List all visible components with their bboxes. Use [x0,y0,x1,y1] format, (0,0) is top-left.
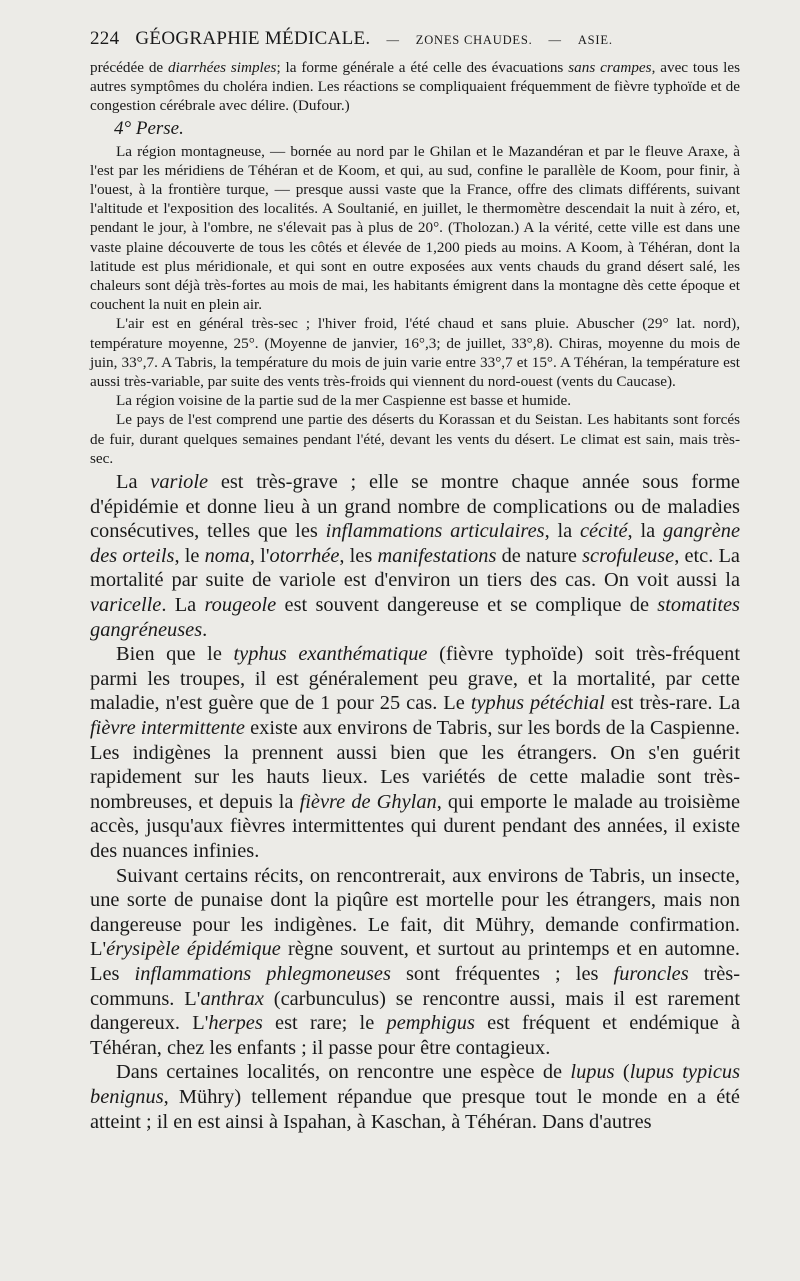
intro-paragraph: précédée de diarrhées simples; la forme générale a été celle des évacuations sans crampes, avec tous les autres symptômes du choléra indien. Les réactions se compliquaient fréquemment de fièvre typhoïde et de congestion cérébrale avec délire. (Dufour.) [90,59,740,115]
climate-paragraph: Le pays de l'est comprend une partie des déserts du Korassan et du Seistan. Les habitants sont forcés de fuir, durant quelques semaines pendant l'été, devant les vents du désert. Le climat est sain, mais très-sec. [90,411,740,467]
lupus-paragraph: Dans certaines localités, on rencontre une espèce de lupus (lupus typicus benignus, Mühry) tellement répandue que presque tout le monde en a été atteint ; il en est ainsi à Ispahan, à Kaschan, à Téhéran. Dans d'autres [90,1061,741,1133]
insecte-paragraph: Suivant certains récits, on rencontrerait, aux environs de Tabris, un insecte, une sorte de punaise dont la piqûre est mortelle pour les étrangers, mais non dangereuse pour les indigènes. Le fait, dit Mühry, demande confirmation. L'érysipèle épidémique règne souvent, et surtout au printemps et en automne. Les inflammations phlegmoneuses sont fréquentes ; les furoncles très-communs. L'anthrax (carbunculus) se rencontre aussi, mais il est rarement dangereux. L'herpes est rare; le pemphigus est fréquent et endémique à Téhéran, chez les enfants ; il passe pour être contagieux. [90,864,741,1059]
page-number: 224 [90,28,120,49]
section-heading: 4° Perse. [114,117,184,139]
climate-paragraph: L'air est en général très-sec ; l'hiver froid, l'été chaud et sans pluie. Abuscher (29° lat. nord), température moyenne, 25°. (Moyenne de janvier, 16°,3; de juillet, 33°,8). Chiras, moyenne du mois de juin, 33°,7. A Tabris, la température du mois de juin varie entre 33°,7 et 15°. A Téhéran, la température est aussi très-variable, par suite des vents très-froids qui viennent du nord-ouest (vents du Caucase). [90,315,740,391]
variole-paragraph: La variole est très-grave ; elle se montre chaque année sous forme d'épidémie et donne lieu à un grand nombre de complications ou de maladies consécutives, telles que les inflammations articulaires, la cécité, la gangrène des orteils, le noma, l'otorrhée, les manifestations de nature scrofuleuse, etc. La mortalité par suite de variole est d'environ un tiers des cas. On voit aussi la varicelle. La rougeole est souvent dangereuse et se complique de stomatites gangréneuses. [90,471,740,641]
climate-paragraph: La région montagneuse, — bornée au nord par le Ghilan et le Mazandéran et par le fleuve Araxe, à l'est par les méridiens de Téhéran et de Koom, et qui, au sud, confine le parallèle de Koom, pour finir, à l'ouest, à la frontière turque, — presque aussi vaste que la France, offre des climats différents, suivant l'altitude et l'exposition des localités. A Soultanié, en juillet, le thermomètre descendait la nuit à zéro, et, pendant le jour, à l'ombre, ne s'élevait pas à plus de 20°. (Tholozan.) A la vérité, cette ville est dans une vaste plaine découverte de tous les côtés et élevée de 1,200 pieds au moins. A Koom, à Téhéran, dont la latitude est plus méridionale, et qui sont en outre exposées aux vents chauds du grand désert salé, les chaleurs sont déjà très-fortes au mois de mai, les habitants émigrent dans la montagne dès cette époque et couchent la nuit en plein air. [90,142,740,314]
header-region: ASIE. [577,33,613,47]
climate-paragraph: La région voisine de la partie sud de la mer Caspienne est basse et humide. [116,392,572,410]
header-section: ZONES CHAUDES. [415,33,533,47]
book-page [90,28,740,1134]
running-header [90,28,740,50]
typhus-paragraph: Bien que le typhus exanthématique (fièvre typhoïde) soit très-fréquent parmi les troupes, il est généralement peu grave, et la mortalité, par cette maladie, n'est guère que de 1 pour 25 cas. Le typhus pétéchial est très-rare. La fièvre intermittente existe aux environs de Tabris, sur les bords de la Caspienne. Les indigènes la prennent aussi bien que les étrangers. On s'en guérit rapidement sur les hauts lieux. Les variétés de cette maladie sont très-nombreuses, et depuis la fièvre de Ghylan, qui emporte le malade au troisième accès, jusqu'aux fièvres intermittentes qui durent pendant des années, il existe des nuances infinies. [90,643,741,862]
book-title: GÉOGRAPHIE MÉDICALE. [135,28,371,49]
header-dash: — [386,33,400,47]
header-dash: — [548,33,562,47]
